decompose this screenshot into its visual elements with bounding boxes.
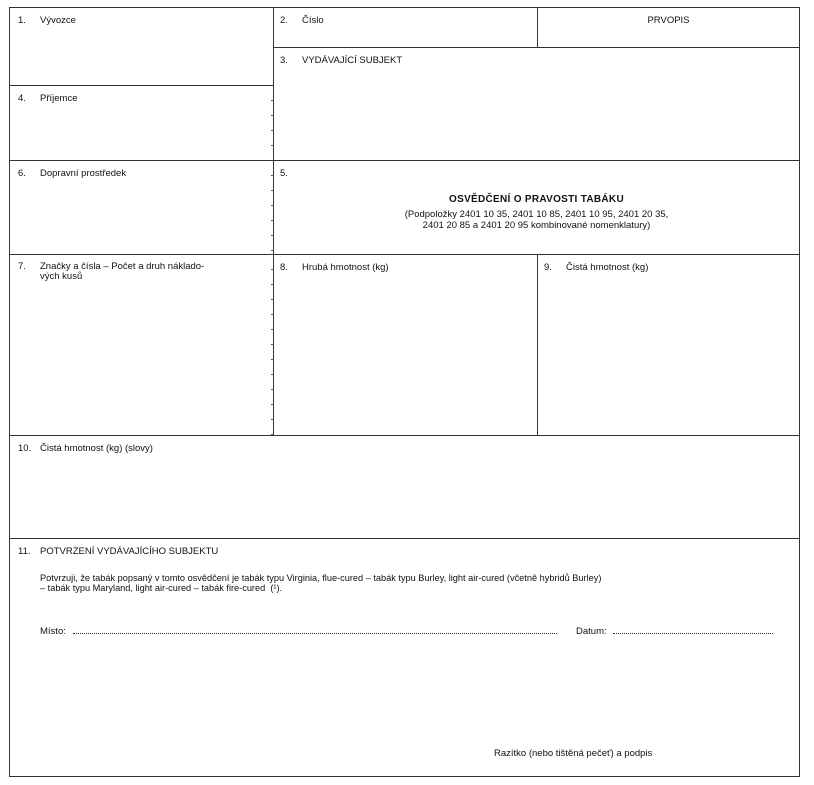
box-certificate-title <box>274 160 799 254</box>
marks-label-line2: vých kusů <box>40 271 83 282</box>
margin-ticks <box>271 86 274 160</box>
box-net-mass[interactable] <box>538 254 799 435</box>
box-number: 6. <box>18 168 26 179</box>
certification-text-line1: Potvrzuji, že tabák popsaný v tomto osvědčení je tabák typu Virginia, flue-cured – tabák typu Burley, light air-cured (včetně hybridů Burley) <box>40 573 602 583</box>
box-number: 1. <box>18 15 26 26</box>
certificate-subtitle-line1: (Podpoložky 2401 10 35, 2401 10 85, 2401 10 95, 2401 20 35, <box>404 209 669 220</box>
box-issuing-body[interactable] <box>274 47 799 160</box>
box-net-mass-words[interactable] <box>10 435 799 538</box>
box-number: 9. <box>544 262 552 273</box>
gross-mass-label: Hrubá hmotnost (kg) <box>302 262 389 273</box>
box-number: 2. <box>280 15 288 26</box>
box-gross-mass[interactable] <box>274 254 538 435</box>
place-label: Místo: <box>40 626 66 637</box>
issuing-body-label: VYDÁVAJÍCÍ SUBJEKT <box>302 55 403 66</box>
original-label: PRVOPIS <box>647 15 690 26</box>
signature-label: Razítko (nebo tištěná pečeť) a podpis <box>494 748 653 759</box>
number-label: Číslo <box>302 15 324 26</box>
box-number: 7. <box>18 261 26 272</box>
net-mass-label: Čistá hmotnost (kg) <box>566 262 649 273</box>
box-number: 3. <box>280 55 288 66</box>
footnote-ref: (¹). <box>270 583 283 593</box>
date-field[interactable] <box>613 624 773 634</box>
box-exporter[interactable] <box>10 8 274 85</box>
box-transport[interactable] <box>10 160 274 254</box>
box-number: 4. <box>18 93 26 104</box>
box-number: 11. <box>18 546 31 557</box>
marks-label-line1: Značky a čísla – Počet a druh náklado- <box>40 261 205 272</box>
box-number: 8. <box>280 262 288 273</box>
certificate-subtitle-line2: 2401 20 85 a 2401 20 95 kombinované nomenklatury) <box>422 220 651 231</box>
certificate-form <box>9 7 800 777</box>
net-mass-words-label: Čistá hmotnost (kg) (slovy) <box>40 443 153 454</box>
box-certification <box>10 538 799 776</box>
box-consignee[interactable] <box>10 85 274 160</box>
box-number: 5. <box>280 168 288 179</box>
original-marker-cell <box>538 8 799 47</box>
date-label: Datum: <box>576 626 607 637</box>
certificate-title: OSVĚDČENÍ O PRAVOSTI TABÁKU <box>449 194 624 205</box>
exporter-label: Vývozce <box>40 15 76 26</box>
transport-label: Dopravní prostředek <box>40 168 127 179</box>
box-number-field[interactable] <box>274 8 538 47</box>
consignee-label: Příjemce <box>40 93 78 104</box>
certification-text-line2: – tabák typu Maryland, light air-cured – tabák fire-cured <box>40 583 266 593</box>
box-number: 10. <box>18 443 32 454</box>
place-field[interactable] <box>73 624 557 634</box>
box-marks-numbers[interactable] <box>10 254 274 435</box>
certification-label: POTVRZENÍ VYDÁVAJÍCÍHO SUBJEKTU <box>40 546 219 557</box>
